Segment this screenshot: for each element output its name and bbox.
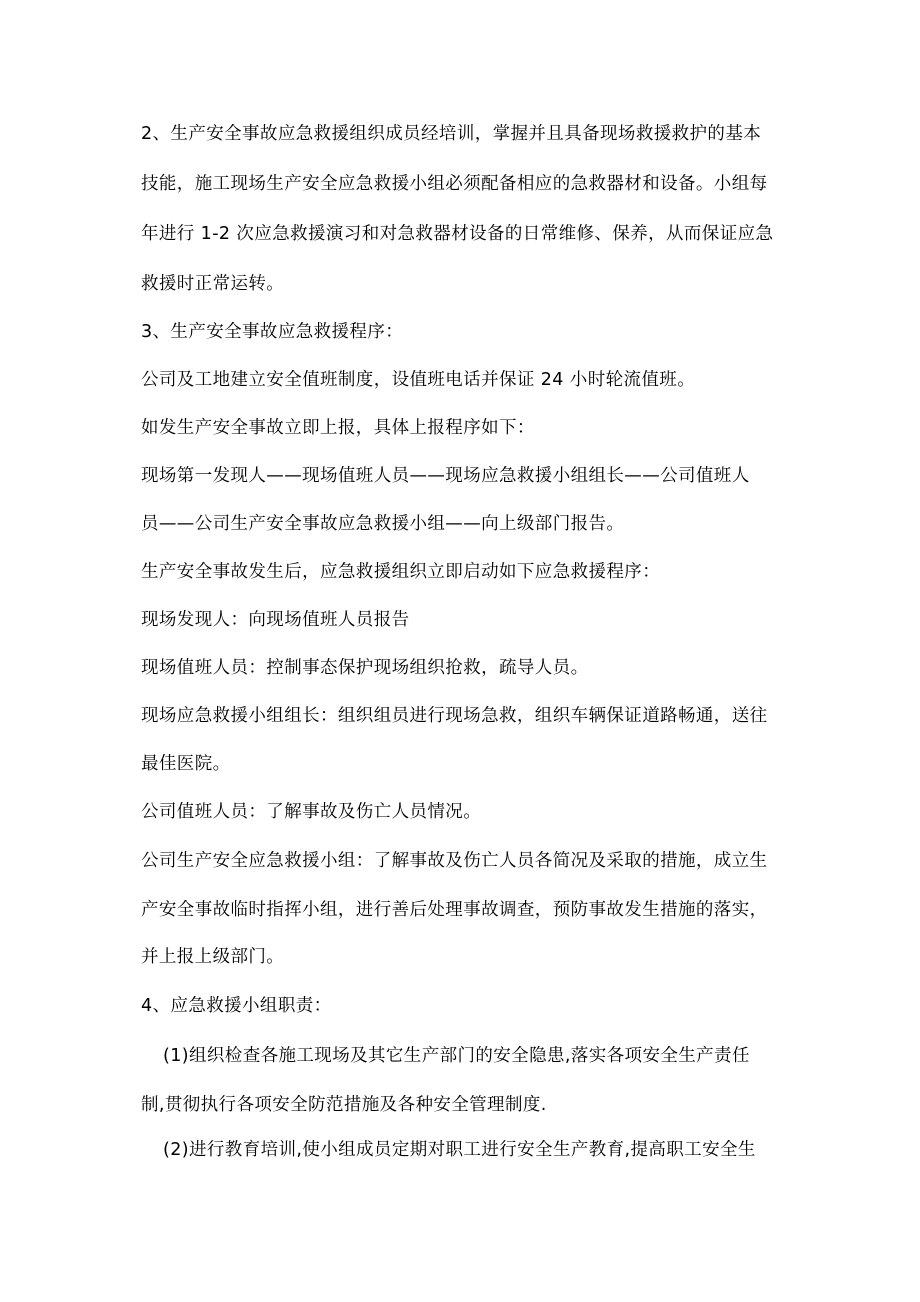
paragraph-line: 现场应急救援小组组长：组织组员进行现场急救，组织车辆保证道路畅通，送往	[141, 706, 768, 726]
paragraph-line: 现场值班人员：控制事态保护现场组织抢救，疏导人员。	[141, 658, 589, 678]
section-heading: 3、生产安全事故应急救援程序：	[141, 322, 404, 342]
paragraph-line: 2、生产安全事故应急救援组织成员经培训，掌握并且具备现场救援救护的基本	[141, 124, 762, 144]
paragraph-line: 如发生产安全事故立即上报，具体上报程序如下：	[141, 418, 535, 438]
list-item-line: (2)进行教育培训,使小组成员定期对职工进行安全生产教育,提高职工安全生	[163, 1140, 756, 1160]
paragraph-line: 技能，施工现场生产安全应急救援小组必须配备相应的急救器材和设备。小组每	[141, 174, 768, 194]
section-heading: 4、应急救援小组职责：	[141, 996, 332, 1016]
list-item-line: (1)组织检查各施工现场及其它生产部门的安全隐患,落实各项安全生产责任	[163, 1046, 750, 1066]
paragraph-line: 现场发现人：向现场值班人员报告	[141, 610, 410, 630]
paragraph-line: 员——公司生产安全事故应急救援小组——向上级部门报告。	[141, 514, 625, 534]
paragraph-line: 公司及工地建立安全值班制度，设值班电话并保证 24 小时轮流值班。	[141, 370, 696, 390]
paragraph-line: 并上报上级部门。	[141, 947, 285, 967]
paragraph-line: 公司生产安全应急救援小组：了解事故及伤亡人员各简况及采取的措施，成立生	[141, 851, 768, 871]
paragraph-line: 产安全事故临时指挥小组，进行善后处理事故调查，预防事故发生措施的落实，	[141, 900, 768, 920]
paragraph-line: 公司值班人员：了解事故及伤亡人员情况。	[141, 802, 482, 822]
list-item-line: 制,贯彻执行各项安全防范措施及各种安全管理制度.	[141, 1095, 547, 1115]
paragraph-line: 生产安全事故发生后，应急救援组织立即启动如下应急救援程序：	[141, 562, 661, 582]
paragraph-line: 救援时正常运转。	[141, 274, 285, 294]
paragraph-line: 最佳医院。	[141, 754, 231, 774]
paragraph-line: 现场第一发现人——现场值班人员——现场应急救援小组组长——公司值班人	[141, 466, 750, 486]
paragraph-line: 年进行 1-2 次应急救援演习和对急救器材设备的日常维修、保养，从而保证应急	[141, 224, 774, 244]
